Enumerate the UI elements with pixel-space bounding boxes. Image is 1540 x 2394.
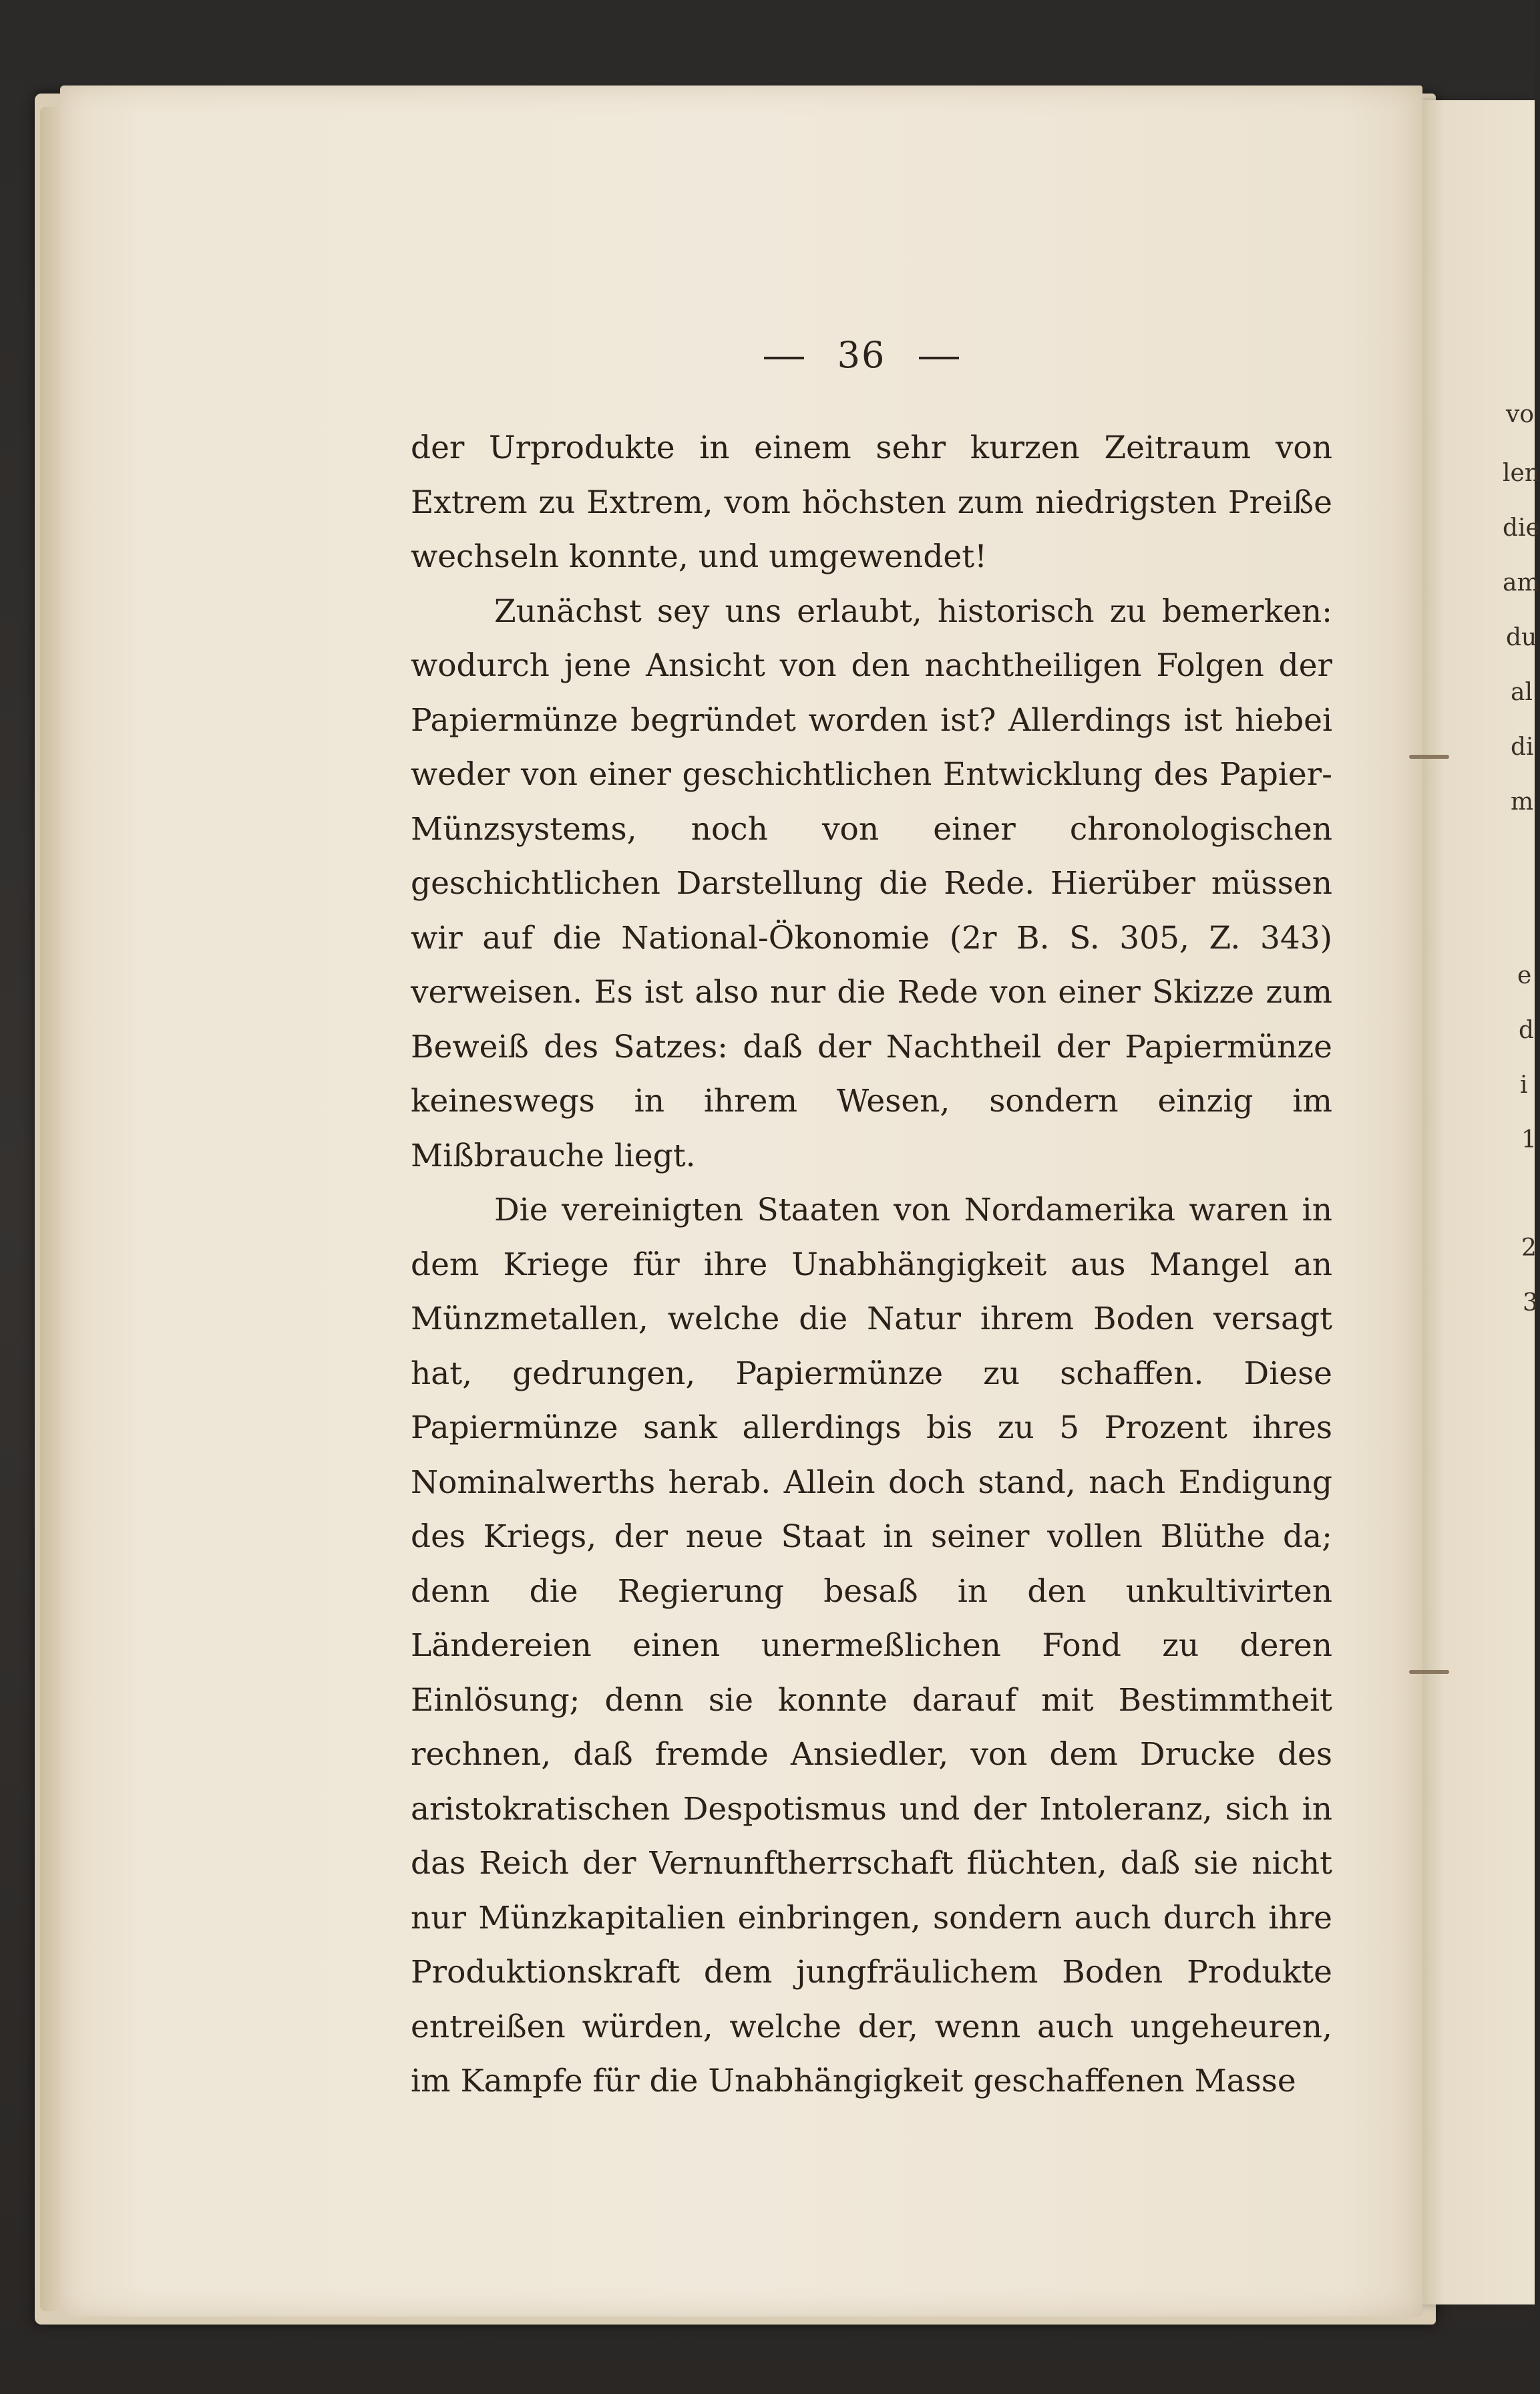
page-header xyxy=(688,334,1035,387)
paragraph: der Urprodukte in einem sehr kurzen Zeitraum von Extrem zu Extrem, vom höchsten zum niedrigsten Preiße wechseln konnte, und umgewendet! xyxy=(411,430,1332,575)
header-dash xyxy=(919,357,959,359)
facing-page-fragment: 3 xyxy=(1523,1289,1538,1317)
facing-page-fragment: du xyxy=(1506,624,1537,651)
facing-page-fragment: al xyxy=(1511,679,1533,706)
binding-thread xyxy=(1409,1670,1449,1674)
facing-page-fragment: vo xyxy=(1506,401,1535,428)
paragraph: Die vereinigten Staaten von Nordamerika waren in dem Kriege für ihre Unabhängigkeit aus Mangel an Münzmetallen, welche die Natur ihrem Boden versagt hat, gedrungen, Papiermünze zu schaffen. Diese Papiermünze sank allerdings bis zu 5 Prozent ihres Nominalwerths herab. Allein doch stand, nach Endigung des Kriegs, der neue Staat in seiner vollen Blüthe da; denn die Regierung besaß in den unkultivirten Ländereien einen unermeßlichen Fond zu deren Einlösung; denn sie konnte darauf mit Bestimmtheit rechnen, daß fremde Ansiedler, von dem Drucke des aristokratischen Despotismus und der Intoleranz, sich in das Reich der Vernunftherrschaft flüchten, daß sie nicht nur Münzkapitalien einbringen, sondern auch durch ihre Produktionskraft dem jungfräulichem Boden Produkte entreißen würden, welche der, wenn auch ungeheuren, im Kampfe für die Unabhängigkeit geschaffenen Masse xyxy=(411,1192,1332,2099)
facing-page-fragment: 1 xyxy=(1521,1126,1537,1154)
header-dash xyxy=(764,357,804,359)
facing-page xyxy=(1421,100,1535,2304)
facing-page-fragment: am xyxy=(1503,569,1540,596)
page-number: 36 xyxy=(837,334,886,376)
facing-page-fragment: m xyxy=(1511,788,1534,816)
facing-page-fragment: 2 xyxy=(1521,1234,1537,1262)
body-text xyxy=(411,421,1332,2109)
facing-page-fragment: di xyxy=(1511,733,1534,761)
facing-page-fragment: len xyxy=(1503,460,1540,487)
facing-page-fragment: die xyxy=(1503,514,1540,542)
facing-page-fragment: i xyxy=(1520,1071,1528,1099)
facing-page-fragment: d xyxy=(1519,1017,1535,1044)
paragraph: Zunächst sey uns erlaubt, historisch zu bemerken: wodurch jene Ansicht von den nachtheiligen Folgen der Papiermünze begründet worden ist? Allerdings ist hiebei weder von einer geschichtlichen Entwicklung des Papier-Münzsystems, noch von einer chronologischen geschichtlichen Darstellung die Rede. Hierüber müssen wir auf die National-Ökonomie (2r B. S. 305, Z. 343) verweisen. Es ist also nur die Rede von einer Skizze zum Beweiß des Satzes: daß der Nachtheil der Papiermünze keineswegs in ihrem Wesen, sondern einzig im Mißbrauche liegt. xyxy=(411,592,1332,1174)
binding-thread xyxy=(1409,755,1449,759)
facing-page-fragment: e xyxy=(1517,962,1532,989)
